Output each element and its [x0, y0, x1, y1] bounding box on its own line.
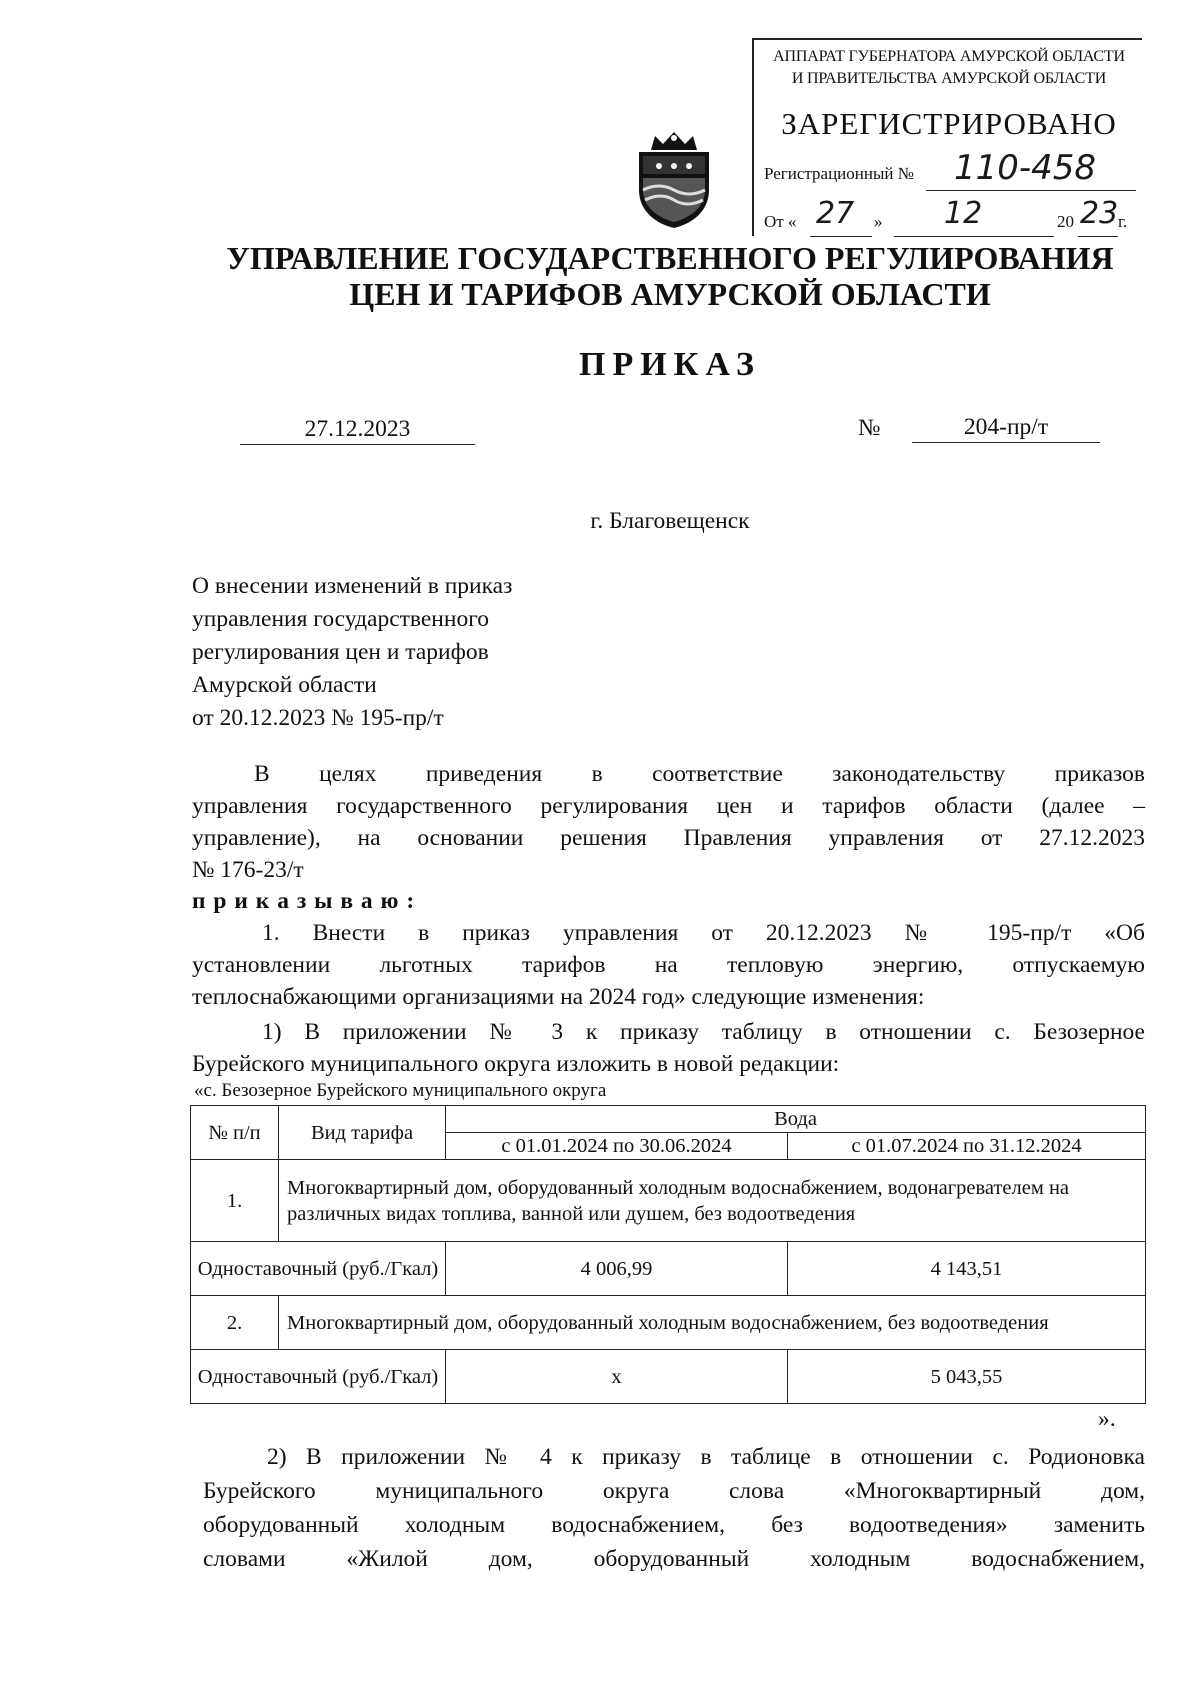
- row-tariff-type: Одноставочный (руб./Гкал): [191, 1242, 446, 1296]
- stamp-day: 27: [816, 196, 855, 231]
- stamp-reg-number-underline: [926, 190, 1136, 191]
- item-1-line: установлении льготных тарифов на тепловую энергию, отпускаемую: [192, 952, 1145, 978]
- item-1-1: [192, 1016, 1145, 1080]
- subject-line: О внесении изменений в приказ: [192, 573, 513, 599]
- row-value-period-2: 4 143,51: [788, 1242, 1146, 1296]
- table-caption: «с. Безозерное Бурейского муниципального округа: [194, 1080, 607, 1101]
- table-row: [191, 1350, 1146, 1404]
- stamp-year-prefix: 20: [1057, 212, 1074, 231]
- preamble-line: № 176-23/т: [192, 857, 304, 883]
- subject-line: управления государственного: [192, 606, 489, 632]
- stamp-month-underline: [894, 236, 1054, 237]
- header-period-2: с 01.07.2024 по 31.12.2024: [788, 1133, 1146, 1160]
- row-num: 1.: [191, 1160, 279, 1242]
- stamp-quote-close: »: [874, 212, 883, 231]
- preamble: [192, 758, 1145, 886]
- item-1-2-line: Бурейского муниципального округа слова «Многоквартирный дом,: [203, 1478, 1145, 1504]
- agency-name-line2: ЦЕН И ТАРИФОВ АМУРСКОЙ ОБЛАСТИ: [349, 276, 991, 312]
- table-closing-quote: ».: [1098, 1406, 1116, 1432]
- item-1-1-line: 1) В приложении № 3 к приказу таблицу в отношении с. Безозерное: [262, 1019, 1145, 1045]
- stamp-registered: ЗАРЕГИСТРИРОВАНО: [781, 106, 1117, 141]
- table-header-row: [191, 1106, 1146, 1133]
- order-number: 204-пр/т: [912, 412, 1100, 443]
- stamp-org-line2: И ПРАВИТЕЛЬСТВА АМУРСКОЙ ОБЛАСТИ: [791, 70, 1107, 87]
- row-description: Многоквартирный дом, оборудованный холодным водоснабжением, водонагревателем на различных видах топлива, ванной или душем, без водоотведения: [279, 1160, 1146, 1242]
- stamp-reg-number-label: Регистрационный №: [764, 164, 914, 183]
- tariff-table: [190, 1105, 1146, 1404]
- stamp-org-line1: АППАРАТ ГУБЕРНАТОРА АМУРСКОЙ ОБЛАСТИ: [773, 48, 1125, 65]
- stamp-reg-number-value: 110-458: [954, 148, 1097, 188]
- subject-line: Амурской области: [192, 672, 377, 698]
- header-water: Вода: [446, 1106, 1146, 1133]
- row-num: 2.: [191, 1296, 279, 1350]
- order-date: 27.12.2023: [240, 414, 475, 445]
- order-number-sign: №: [858, 415, 881, 441]
- item-1-2-line: 2) В приложении № 4 к приказу в таблице в отношении с. Родионовка: [267, 1444, 1145, 1470]
- stamp-from-label: От «: [764, 212, 797, 231]
- item-1-line: теплоснабжающими организациями на 2024 год» следующие изменения:: [192, 984, 925, 1010]
- subject-line: от 20.12.2023 № 195-пр/т: [192, 705, 444, 731]
- item-1: [192, 917, 1145, 1013]
- preamble-line: В целях приведения в соответствие законодательству приказов: [254, 761, 1145, 787]
- row-tariff-type: Одноставочный (руб./Гкал): [191, 1350, 446, 1404]
- item-1-line: 1. Внести в приказ управления от 20.12.2023 № 195-пр/т «Об: [262, 920, 1145, 946]
- header-tariff-type: Вид тарифа: [279, 1106, 446, 1160]
- coat-of-arms-icon: [633, 130, 715, 230]
- city: г. Благовещенск: [590, 508, 750, 534]
- item-1-2-line: словами «Жилой дом, оборудованный холодным водоснабжением,: [203, 1546, 1145, 1572]
- agency-name-line1: УПРАВЛЕНИЕ ГОСУДАРСТВЕННОГО РЕГУЛИРОВАНИЯ: [226, 240, 1114, 276]
- preamble-line: управление), на основании решения Правления управления от 27.12.2023: [192, 825, 1145, 851]
- row-value-period-2: 5 043,55: [788, 1350, 1146, 1404]
- row-value-period-1: 4 006,99: [446, 1242, 788, 1296]
- item-1-1-line: Бурейского муниципального округа изложить в новой редакции:: [192, 1051, 840, 1077]
- table-row: [191, 1242, 1146, 1296]
- order-subject: [192, 570, 512, 735]
- subject-line: регулирования цен и тарифов: [192, 639, 489, 665]
- row-value-period-1: х: [446, 1350, 788, 1404]
- row-description: Многоквартирный дом, оборудованный холодным водоснабжением, без водоотведения: [279, 1296, 1146, 1350]
- stamp-year-underline: [1078, 236, 1118, 237]
- header-num: № п/п: [191, 1106, 279, 1160]
- preamble-line: управления государственного регулирования цен и тарифов области (далее –: [192, 793, 1145, 819]
- stamp-day-underline: [810, 236, 872, 237]
- stamp-year-unit: г.: [1118, 212, 1128, 231]
- header-period-1: с 01.01.2024 по 30.06.2024: [446, 1133, 788, 1160]
- document-type-title: ПРИКАЗ: [579, 346, 761, 383]
- item-1-2: [203, 1440, 1145, 1576]
- registration-stamp: [752, 38, 1142, 236]
- item-1-2-line: оборудованный холодным водоснабжением, без водоотведения» заменить: [203, 1512, 1145, 1538]
- stamp-month: 12: [944, 196, 983, 231]
- order-word: п р и к а з ы в а ю :: [192, 888, 416, 914]
- table-row: [191, 1296, 1146, 1350]
- stamp-year-suffix: 23: [1080, 196, 1119, 231]
- table-row: [191, 1160, 1146, 1242]
